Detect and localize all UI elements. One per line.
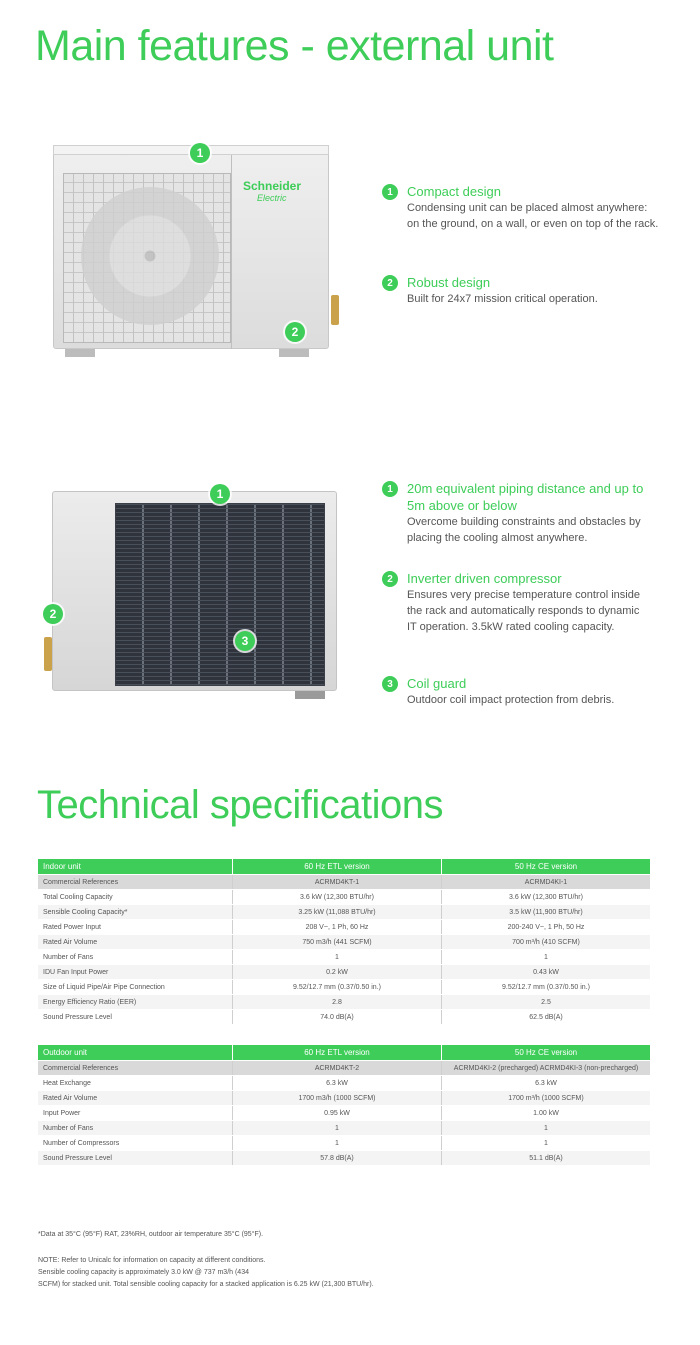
feature-compact-design [382,183,662,232]
marker-1: 1 [210,484,230,504]
row-label: Rated Air Volume [38,935,233,950]
table-row [38,1136,651,1151]
table-row [38,935,651,950]
table-cell: 700 m³/h (410 SCFM) [442,935,651,950]
row-label: Commercial References [38,875,233,890]
table-cell: 3.6 kW (12,300 BTU/hr) [442,890,651,905]
feature-description: Outdoor coil impact protection from debris. [407,694,615,706]
table-cell: 0.95 kW [233,1106,442,1121]
table-row [38,1091,651,1106]
row-label: Sound Pressure Level [38,1151,233,1166]
table-header: Outdoor unit [38,1045,233,1061]
row-label: Number of Compressors [38,1136,233,1151]
table-cell: 1 [442,1136,651,1151]
outdoor-spec-table [37,1044,651,1166]
row-label: Size of Liquid Pipe/Air Pipe Connection [38,980,233,995]
table-row [38,950,651,965]
feature-title: 20m equivalent piping distance and up to 5m above or below [407,481,644,513]
table-row [38,890,651,905]
unit-foot [65,349,95,357]
table-cell: 74.0 dB(A) [233,1010,442,1025]
feature-piping-distance [382,480,662,546]
table-cell: 1 [442,1121,651,1136]
table-cell: 1 [442,950,651,965]
table-cell: ACRMD4KT-2 [233,1061,442,1076]
table-cell: 51.1 dB(A) [442,1151,651,1166]
note-line: Sensible cooling capacity is approximately 3.0 kW @ 737 m3/h (434 [38,1269,249,1276]
table-cell: 3.25 kW (11,088 BTU/hr) [233,905,442,920]
table-cell: 0.2 kW [233,965,442,980]
table-row [38,1106,651,1121]
page-title: Main features - external unit [35,22,554,70]
feature-description: Overcome building constraints and obstacles by placing the cooling almost anywhere. [407,516,641,544]
feature-inverter-compressor [382,570,662,635]
coil-unit-image [40,487,345,702]
feature-description: Condensing unit can be placed almost anywhere: on the ground, on a wall, or even on top of the rack. [407,202,659,230]
row-label: Sound Pressure Level [38,1010,233,1025]
table-cell: 62.5 dB(A) [442,1010,651,1025]
note-line: NOTE: Refer to Unicalc for information on capacity at different conditions. [38,1257,266,1264]
fan-icon [81,187,219,325]
table-cell: 1 [233,950,442,965]
table-row [38,1061,651,1076]
row-label: Heat Exchange [38,1076,233,1091]
row-label: Rated Power Input [38,920,233,935]
condensing-unit-image [45,145,340,375]
table-cell: 3.6 kW (12,300 BTU/hr) [233,890,442,905]
table-cell: 1.00 kW [442,1106,651,1121]
table-cell: 1700 m³/h (1000 SCFM) [442,1091,651,1106]
marker-2: 2 [285,322,305,342]
note [38,1255,374,1291]
row-label: Energy Efficiency Ratio (EER) [38,995,233,1010]
table-cell: 1 [233,1121,442,1136]
table-cell: 1 [233,1136,442,1151]
row-label: Number of Fans [38,950,233,965]
table-cell: 57.8 dB(A) [233,1151,442,1166]
table-cell: 200-240 V~, 1 Ph, 50 Hz [442,920,651,935]
table-row [38,995,651,1010]
row-label: Sensible Cooling Capacity* [38,905,233,920]
feature-title: Compact design [407,184,501,199]
valve-icon [331,295,339,325]
table-row [38,905,651,920]
footnote: *Data at 35°C (95°F) RAT, 23%RH, outdoor air temperature 35°C (95°F). [38,1231,264,1238]
table-cell: 2.8 [233,995,442,1010]
unit-foot [279,349,309,357]
table-header: 60 Hz ETL version [233,859,442,875]
table-cell: 0.43 kW [442,965,651,980]
table-row [38,1010,651,1025]
feature-number: 1 [382,481,398,497]
table-cell: 9.52/12.7 mm (0.37/0.50 in.) [233,980,442,995]
table-cell: 2.5 [442,995,651,1010]
table-row [38,920,651,935]
table-header-row [38,1045,651,1061]
marker-2: 2 [43,604,63,624]
row-label: Commercial References [38,1061,233,1076]
feature-description: Built for 24x7 mission critical operation. [407,293,598,305]
row-label: Total Cooling Capacity [38,890,233,905]
table-header-row [38,859,651,875]
valve-icon [44,637,52,671]
coil-guard [115,503,325,686]
marker-1: 1 [190,143,210,163]
row-label: IDU Fan Input Power [38,965,233,980]
table-cell: 3.5 kW (11,900 BTU/hr) [442,905,651,920]
table-cell: ACRMD4KT-1 [233,875,442,890]
schneider-logo: Schneider Electric [243,179,302,203]
spec-title: Technical specifications [37,783,443,827]
table-cell: ACRMD4KI-2 (precharged) ACRMD4KI-3 (non-precharged) [442,1061,651,1076]
feature-number: 1 [382,184,398,200]
marker-3: 3 [235,631,255,651]
table-row [38,1151,651,1166]
table-cell: 6.3 kW [233,1076,442,1091]
row-label: Rated Air Volume [38,1091,233,1106]
table-cell: 750 m3/h (441 SCFM) [233,935,442,950]
table-cell: 1700 m3/h (1000 SCFM) [233,1091,442,1106]
feature-description: Ensures very precise temperature control inside the rack and automatically responds to dynamic IT operation. 3.5kW rated cooling capacity. [407,589,640,633]
table-row [38,1121,651,1136]
row-label: Input Power [38,1106,233,1121]
feature-number: 3 [382,676,398,692]
feature-number: 2 [382,571,398,587]
feature-title: Robust design [407,275,491,290]
table-header: 50 Hz CE version [442,1045,651,1061]
unit-foot [295,691,325,699]
table-row [38,1076,651,1091]
table-cell: ACRMD4KI-1 [442,875,651,890]
table-header: Indoor unit [38,859,233,875]
table-cell: 6.3 kW [442,1076,651,1091]
table-row [38,965,651,980]
note-line: SCFM) for stacked unit. Total sensible cooling capacity for a stacked application is 6.25 kW (21,300 BTU/hr). [38,1281,374,1288]
feature-title: Coil guard [407,676,467,691]
table-header: 60 Hz ETL version [233,1045,442,1061]
row-label: Number of Fans [38,1121,233,1136]
table-header: 50 Hz CE version [442,859,651,875]
table-row [38,980,651,995]
feature-coil-guard [382,675,662,708]
table-cell: 9.52/12.7 mm (0.37/0.50 in.) [442,980,651,995]
feature-title: Inverter driven compressor [407,571,562,586]
feature-robust-design [382,274,662,307]
indoor-spec-table [37,858,651,1025]
table-cell: 208 V~, 1 Ph, 60 Hz [233,920,442,935]
table-row [38,875,651,890]
feature-number: 2 [382,275,398,291]
